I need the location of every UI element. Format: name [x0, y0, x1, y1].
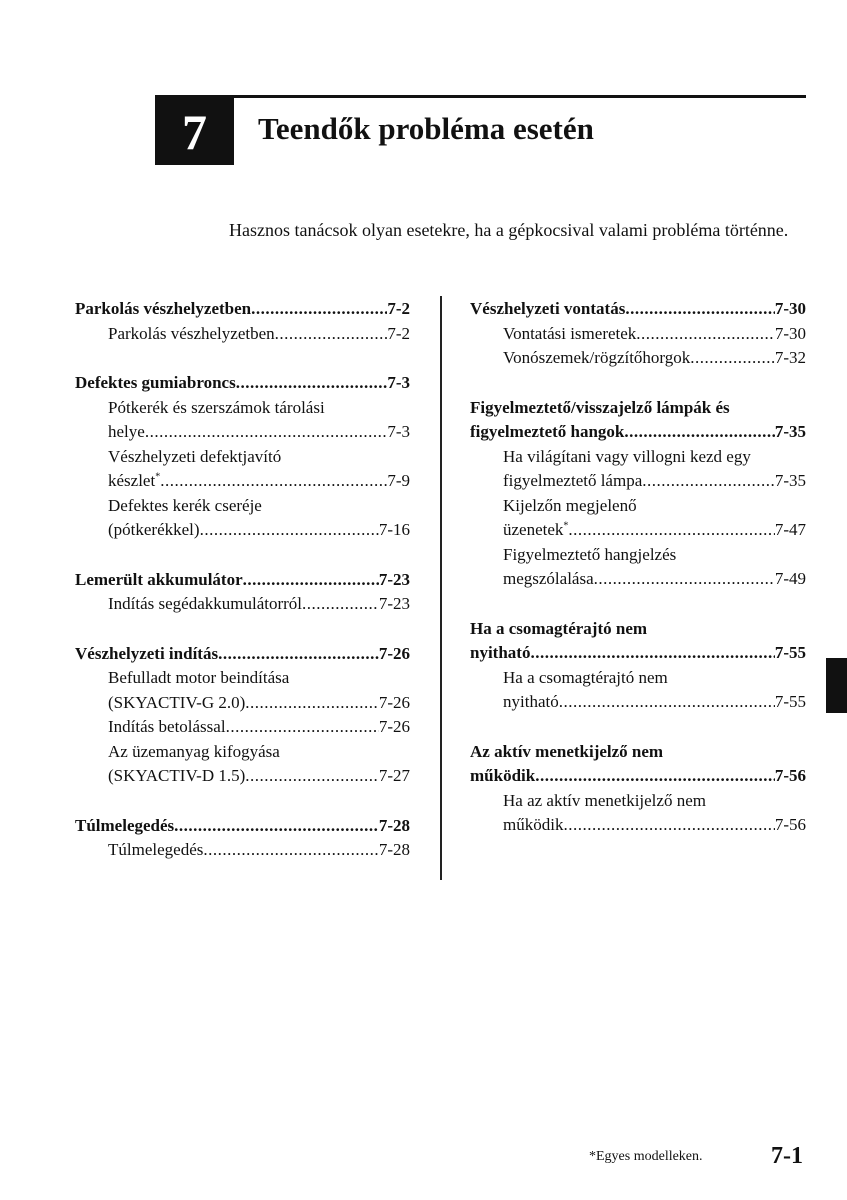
toc-subentry[interactable]: [75, 691, 410, 716]
toc-subentry[interactable]: [470, 322, 806, 347]
toc-entry-text: Vészhelyzeti indítás: [75, 643, 219, 663]
toc-entry-text: Túlmelegedés: [75, 815, 175, 835]
page-number: 7-1: [771, 1143, 803, 1169]
toc-subentry[interactable]: [75, 322, 410, 347]
toc-page-number: 7-23: [378, 569, 410, 589]
dot-leader: [236, 371, 388, 396]
toc-page-number: 7-26: [378, 692, 410, 712]
toc-subentry-line: Ha világítani vagy villogni kezd egy: [503, 446, 751, 466]
toc-subentry[interactable]: [75, 715, 410, 740]
toc-section-heading[interactable]: [470, 297, 806, 322]
chapter-side-tab: [826, 658, 847, 713]
toc-page-number: 7-28: [378, 840, 410, 859]
toc-right-column: [470, 297, 806, 863]
dot-leader: [243, 568, 379, 593]
toc-section: [75, 297, 410, 346]
toc-subentry[interactable]: [470, 346, 806, 371]
toc-page-number: 7-30: [774, 323, 806, 343]
toc-subentry-line: Ha a csomagtérajtó nem: [503, 667, 668, 687]
toc-page-number: 7-35: [774, 471, 806, 490]
toc-page-number: 7-3: [387, 422, 410, 441]
dot-leader: [690, 346, 775, 371]
toc-entry-text: működik: [503, 815, 564, 834]
toc-entry-text: Lemerült akkumulátor: [75, 569, 243, 589]
toc-entry-text: Indítás segédakkumulátorról: [108, 594, 303, 613]
toc-subentry-line: Ha az aktív menetkijelző nem: [503, 790, 706, 810]
toc-page-number: 7-56: [774, 766, 806, 785]
toc-page-number: 7-35: [774, 422, 806, 441]
dot-leader: [174, 814, 379, 839]
toc-section-heading[interactable]: [75, 642, 410, 667]
toc-section-heading[interactable]: [75, 297, 410, 322]
toc-subentry[interactable]: [470, 567, 806, 592]
toc-page-number: 7-49: [774, 569, 806, 588]
toc-subentry[interactable]: [75, 518, 410, 543]
toc-section-title-line: Az aktív menetkijelző nem: [470, 741, 664, 761]
toc-entry-text: megszólalása: [503, 569, 594, 588]
toc-section-heading[interactable]: [470, 641, 806, 666]
dot-leader: [568, 518, 774, 543]
toc-entry-text: figyelmeztető hangok: [470, 422, 625, 441]
toc-page-number: 7-26: [378, 643, 410, 663]
toc-page-number: 7-23: [378, 594, 410, 613]
toc-entry-text: figyelmeztető lámpa: [503, 471, 643, 490]
intro-text: Hasznos tanácsok olyan esetekre, ha a gépkocsival valami probléma történne.: [229, 220, 789, 240]
dot-leader: [535, 764, 775, 789]
toc-page-number: 7-56: [774, 815, 806, 834]
toc-entry-text: Parkolás vészhelyzetben: [75, 299, 252, 318]
toc-section: [75, 814, 410, 863]
column-divider: [440, 296, 442, 880]
toc-page-number: 7-47: [774, 520, 806, 539]
toc-section-title-line: Ha a csomagtérajtó nem: [470, 618, 648, 638]
toc-page-number: 7-2: [387, 299, 410, 318]
toc-entry-text: (SKYACTIV-G 2.0): [108, 692, 246, 712]
toc-left-column: [75, 297, 410, 888]
dot-leader: [642, 469, 775, 494]
toc-subentry[interactable]: [75, 592, 410, 617]
dot-leader: [160, 469, 387, 494]
toc-page-number: 7-30: [774, 299, 806, 318]
toc-entry-text: üzenetek*: [503, 520, 569, 539]
dot-leader: [245, 764, 379, 789]
toc-page-number: 7-3: [387, 373, 410, 392]
toc-page-number: 7-55: [774, 692, 806, 711]
toc-section-heading[interactable]: [75, 814, 410, 839]
toc-section-heading[interactable]: [470, 420, 806, 445]
toc-subentry-line: Vészhelyzeti defektjavító: [108, 446, 282, 466]
toc-subentry-line: Kijelzőn megjelenő: [503, 495, 637, 515]
toc-section-heading[interactable]: [470, 764, 806, 789]
toc-entry-text: nyitható: [503, 692, 559, 711]
toc-entry-text: (SKYACTIV-D 1.5): [108, 766, 246, 785]
toc-page-number: 7-9: [387, 471, 410, 490]
dot-leader: [624, 420, 774, 445]
dot-leader: [302, 592, 379, 617]
dot-leader: [636, 322, 775, 347]
footnote-marker: *: [563, 520, 569, 532]
toc-section: [75, 371, 410, 543]
toc-section: [470, 740, 806, 838]
toc-subentry[interactable]: [75, 764, 410, 789]
toc-subentry[interactable]: [470, 469, 806, 494]
footnote-marker: *: [155, 471, 161, 483]
toc-subentry[interactable]: [470, 518, 806, 543]
toc-section-title-line: Figyelmeztető/visszajelző lámpák és: [470, 397, 730, 417]
toc-section: [75, 642, 410, 789]
dot-leader: [563, 813, 774, 838]
dot-leader: [245, 691, 379, 716]
toc-subentry[interactable]: [470, 813, 806, 838]
toc-page-number: 7-28: [378, 815, 410, 835]
chapter-title: Teendők probléma esetén: [258, 111, 594, 146]
toc-entry-text: Indítás betolással: [108, 717, 226, 736]
dot-leader: [275, 322, 388, 347]
toc-subentry-line: Pótkerék és szerszámok tárolási: [108, 397, 325, 417]
toc-section: [470, 396, 806, 592]
toc-page-number: 7-2: [387, 323, 410, 343]
dot-leader: [625, 297, 775, 322]
dot-leader: [200, 518, 379, 543]
toc-section-heading[interactable]: [75, 568, 410, 593]
toc-section: [470, 617, 806, 715]
toc-entry-text: helye: [108, 422, 145, 441]
toc-subentry[interactable]: [75, 420, 410, 445]
toc-subentry[interactable]: [75, 838, 410, 863]
header-rule: [155, 95, 806, 98]
dot-leader: [145, 420, 388, 445]
dot-leader: [251, 297, 387, 322]
toc-entry-text: Túlmelegedés: [108, 840, 204, 859]
chapter-number: 7: [182, 103, 207, 160]
dot-leader: [226, 715, 379, 740]
toc-entry-text: működik: [470, 766, 536, 785]
toc-subentry[interactable]: [75, 469, 410, 494]
toc-entry-text: nyitható: [470, 643, 531, 662]
toc-entry-text: Parkolás vészhelyzetben: [108, 323, 275, 343]
toc-entry-text: Defektes gumiabroncs: [75, 373, 236, 392]
toc-entry-text: Vészhelyzeti vontatás: [470, 299, 626, 318]
toc-section: [75, 568, 410, 617]
toc-subentry-line: Defektes kerék cseréje: [108, 495, 262, 515]
chapter-number-box: [155, 98, 234, 165]
toc-page-number: 7-55: [774, 643, 806, 662]
toc-page-number: 7-26: [378, 717, 410, 736]
dot-leader: [559, 690, 775, 715]
toc-page-number: 7-16: [378, 520, 410, 539]
toc-subentry-line: Figyelmeztető hangjelzés: [503, 544, 677, 564]
dot-leader: [594, 567, 775, 592]
toc-page-number: 7-27: [378, 766, 410, 785]
toc-section: [470, 297, 806, 371]
toc-subentry-line: Az üzemanyag kifogyása: [108, 741, 280, 761]
toc-subentry[interactable]: [470, 690, 806, 715]
toc-page-number: 7-32: [774, 348, 806, 367]
dot-leader: [218, 642, 379, 667]
toc-subentry-line: Befulladt motor beindítása: [108, 668, 290, 687]
dot-leader: [530, 641, 774, 666]
toc-section-heading[interactable]: [75, 371, 410, 396]
dot-leader: [203, 838, 378, 863]
toc-entry-text: Vonószemek/rögzítőhorgok: [503, 348, 691, 367]
toc-entry-text: készlet*: [108, 471, 161, 490]
toc-entry-text: Vontatási ismeretek: [503, 323, 637, 343]
footnote: *Egyes modelleken.: [589, 1149, 703, 1164]
toc-entry-text: (pótkerékkel): [108, 520, 200, 539]
